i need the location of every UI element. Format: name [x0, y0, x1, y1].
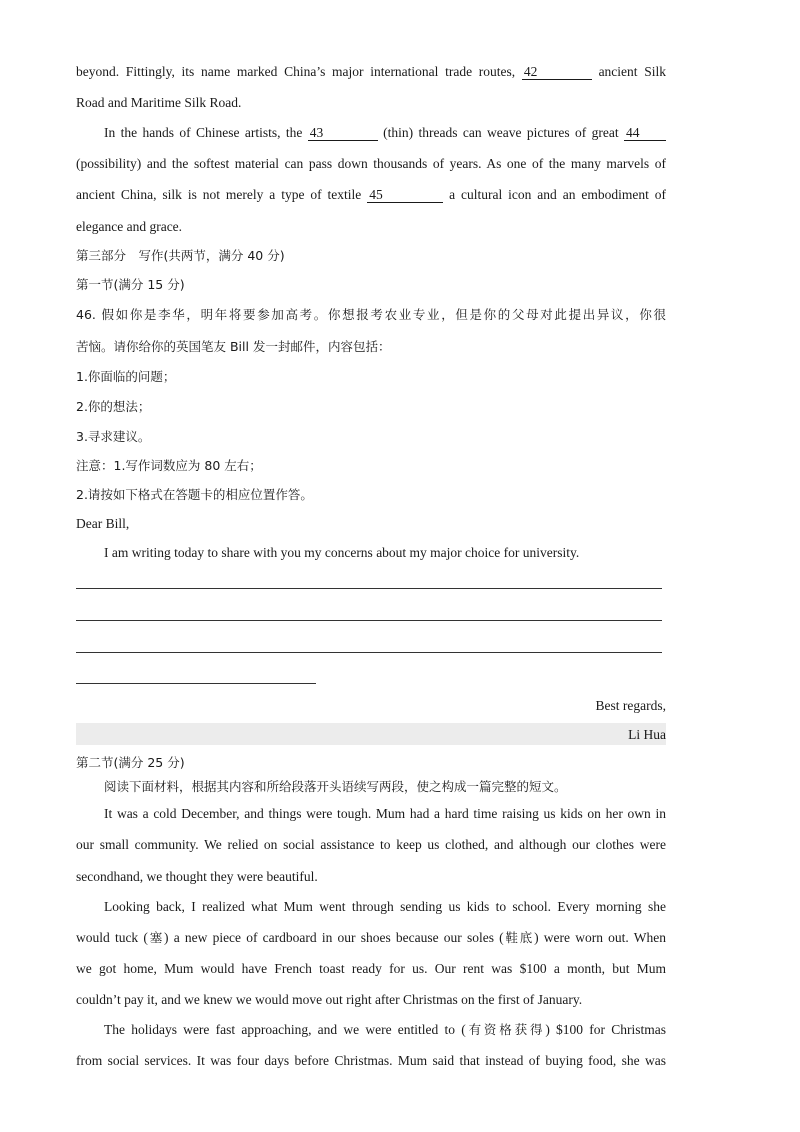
passage-line-4: (possibility) and the softest material can pass down thousands of years. As one of the many marvels of: [76, 156, 666, 171]
blank-45: 45: [367, 187, 443, 203]
answer-line: [76, 652, 662, 653]
section-two-title: 第二节(满分 25 分): [76, 755, 185, 770]
letter-opening: I am writing today to share with you my concerns about my major choice for university.: [104, 545, 580, 560]
passage-line-6: elegance and grace.: [76, 219, 183, 234]
note-2: 2.请按如下格式在答题卡的相应位置作答。: [76, 487, 313, 502]
text-span: ancient China, silk is not merely a type of textile: [76, 187, 362, 202]
letter-signature: Li Hua: [628, 727, 666, 742]
text-span: would tuck (: [76, 930, 148, 945]
story-p2-line-3: we got home, Mum would have French toast ready for us. Our rent was $100 a month, but Mum: [76, 961, 666, 976]
blank-43: 43: [308, 125, 378, 141]
story-p2-line-2: [76, 929, 666, 947]
passage-line-1: [76, 63, 666, 81]
passage-line-2: Road and Maritime Silk Road.: [76, 95, 242, 110]
blank-42: 42: [522, 64, 592, 80]
requirement-1: 1.你面临的问题；: [76, 369, 176, 384]
text-span: The holidays were fast approaching, and we were entitled to (: [104, 1022, 466, 1037]
story-p1-line-3: secondhand, we thought they were beautiful.: [76, 869, 318, 884]
gloss-cjk: 鞋底: [503, 930, 535, 945]
section-one-title: 第一节(满分 15 分): [76, 277, 185, 292]
story-p3-line-1: [104, 1021, 666, 1039]
blank-44: 44: [624, 125, 666, 141]
text-span: (thin) threads can weave pictures of great: [383, 125, 619, 140]
story-p2-line-1: Looking back, I realized what Mum went through sending us kids to school. Every morning she: [104, 899, 666, 914]
text-span: ) $100 for Christmas: [545, 1022, 666, 1037]
requirement-2: 2.你的想法；: [76, 399, 151, 414]
note-1: 注意：1.写作词数应为 80 左右；: [76, 458, 262, 473]
passage-line-5: [76, 186, 666, 204]
gloss-cjk: 塞: [147, 930, 165, 945]
story-p1-line-1: It was a cold December, and things were tough. Mum had a hard time raising us kids on her own in: [104, 806, 666, 821]
text-span: beyond. Fittingly, its name marked China’s major international trade routes,: [76, 64, 516, 79]
question-46-line-2: 苦恼。请你给你的英国笔友 Bill 发一封邮件，内容包括：: [76, 339, 391, 354]
question-46-line-1: 46. 假如你是李华，明年将要参加高考。你想报考农业专业，但是你的父母对此提出异议，你很: [76, 307, 666, 322]
story-p2-line-4: couldn’t pay it, and we knew we would move out right after Christmas on the first of January.: [76, 992, 583, 1007]
part-three-title: 第三部分 写作(共两节，满分 40 分): [76, 248, 285, 263]
text-span: In the hands of Chinese artists, the: [104, 125, 303, 140]
letter-closing: Best regards,: [595, 698, 666, 713]
answer-line: [76, 620, 662, 621]
text-span: ancient Silk: [598, 64, 666, 79]
requirement-3: 3.寻求建议。: [76, 429, 151, 444]
text-span: ) were worn out. When: [534, 930, 666, 945]
salutation: Dear Bill,: [76, 516, 130, 531]
story-p1-line-2: our small community. We relied on social assistance to keep us clothed, and although our clothes were: [76, 837, 666, 852]
text-span: a cultural icon and an embodiment of: [449, 187, 667, 202]
answer-line: [76, 683, 316, 684]
gloss-cjk: 有资格获得: [465, 1022, 546, 1037]
passage-line-3: [104, 124, 666, 142]
answer-line: [76, 588, 662, 589]
story-p3-line-2: from social services. It was four days before Christmas. Mum said that instead of buying food, she was: [76, 1053, 666, 1068]
text-span: ) a new piece of cardboard in our shoes because our soles (: [164, 930, 504, 945]
continuation-instruction: 阅读下面材料，根据其内容和所给段落开头语续写两段，使之构成一篇完整的短文。: [104, 779, 567, 794]
